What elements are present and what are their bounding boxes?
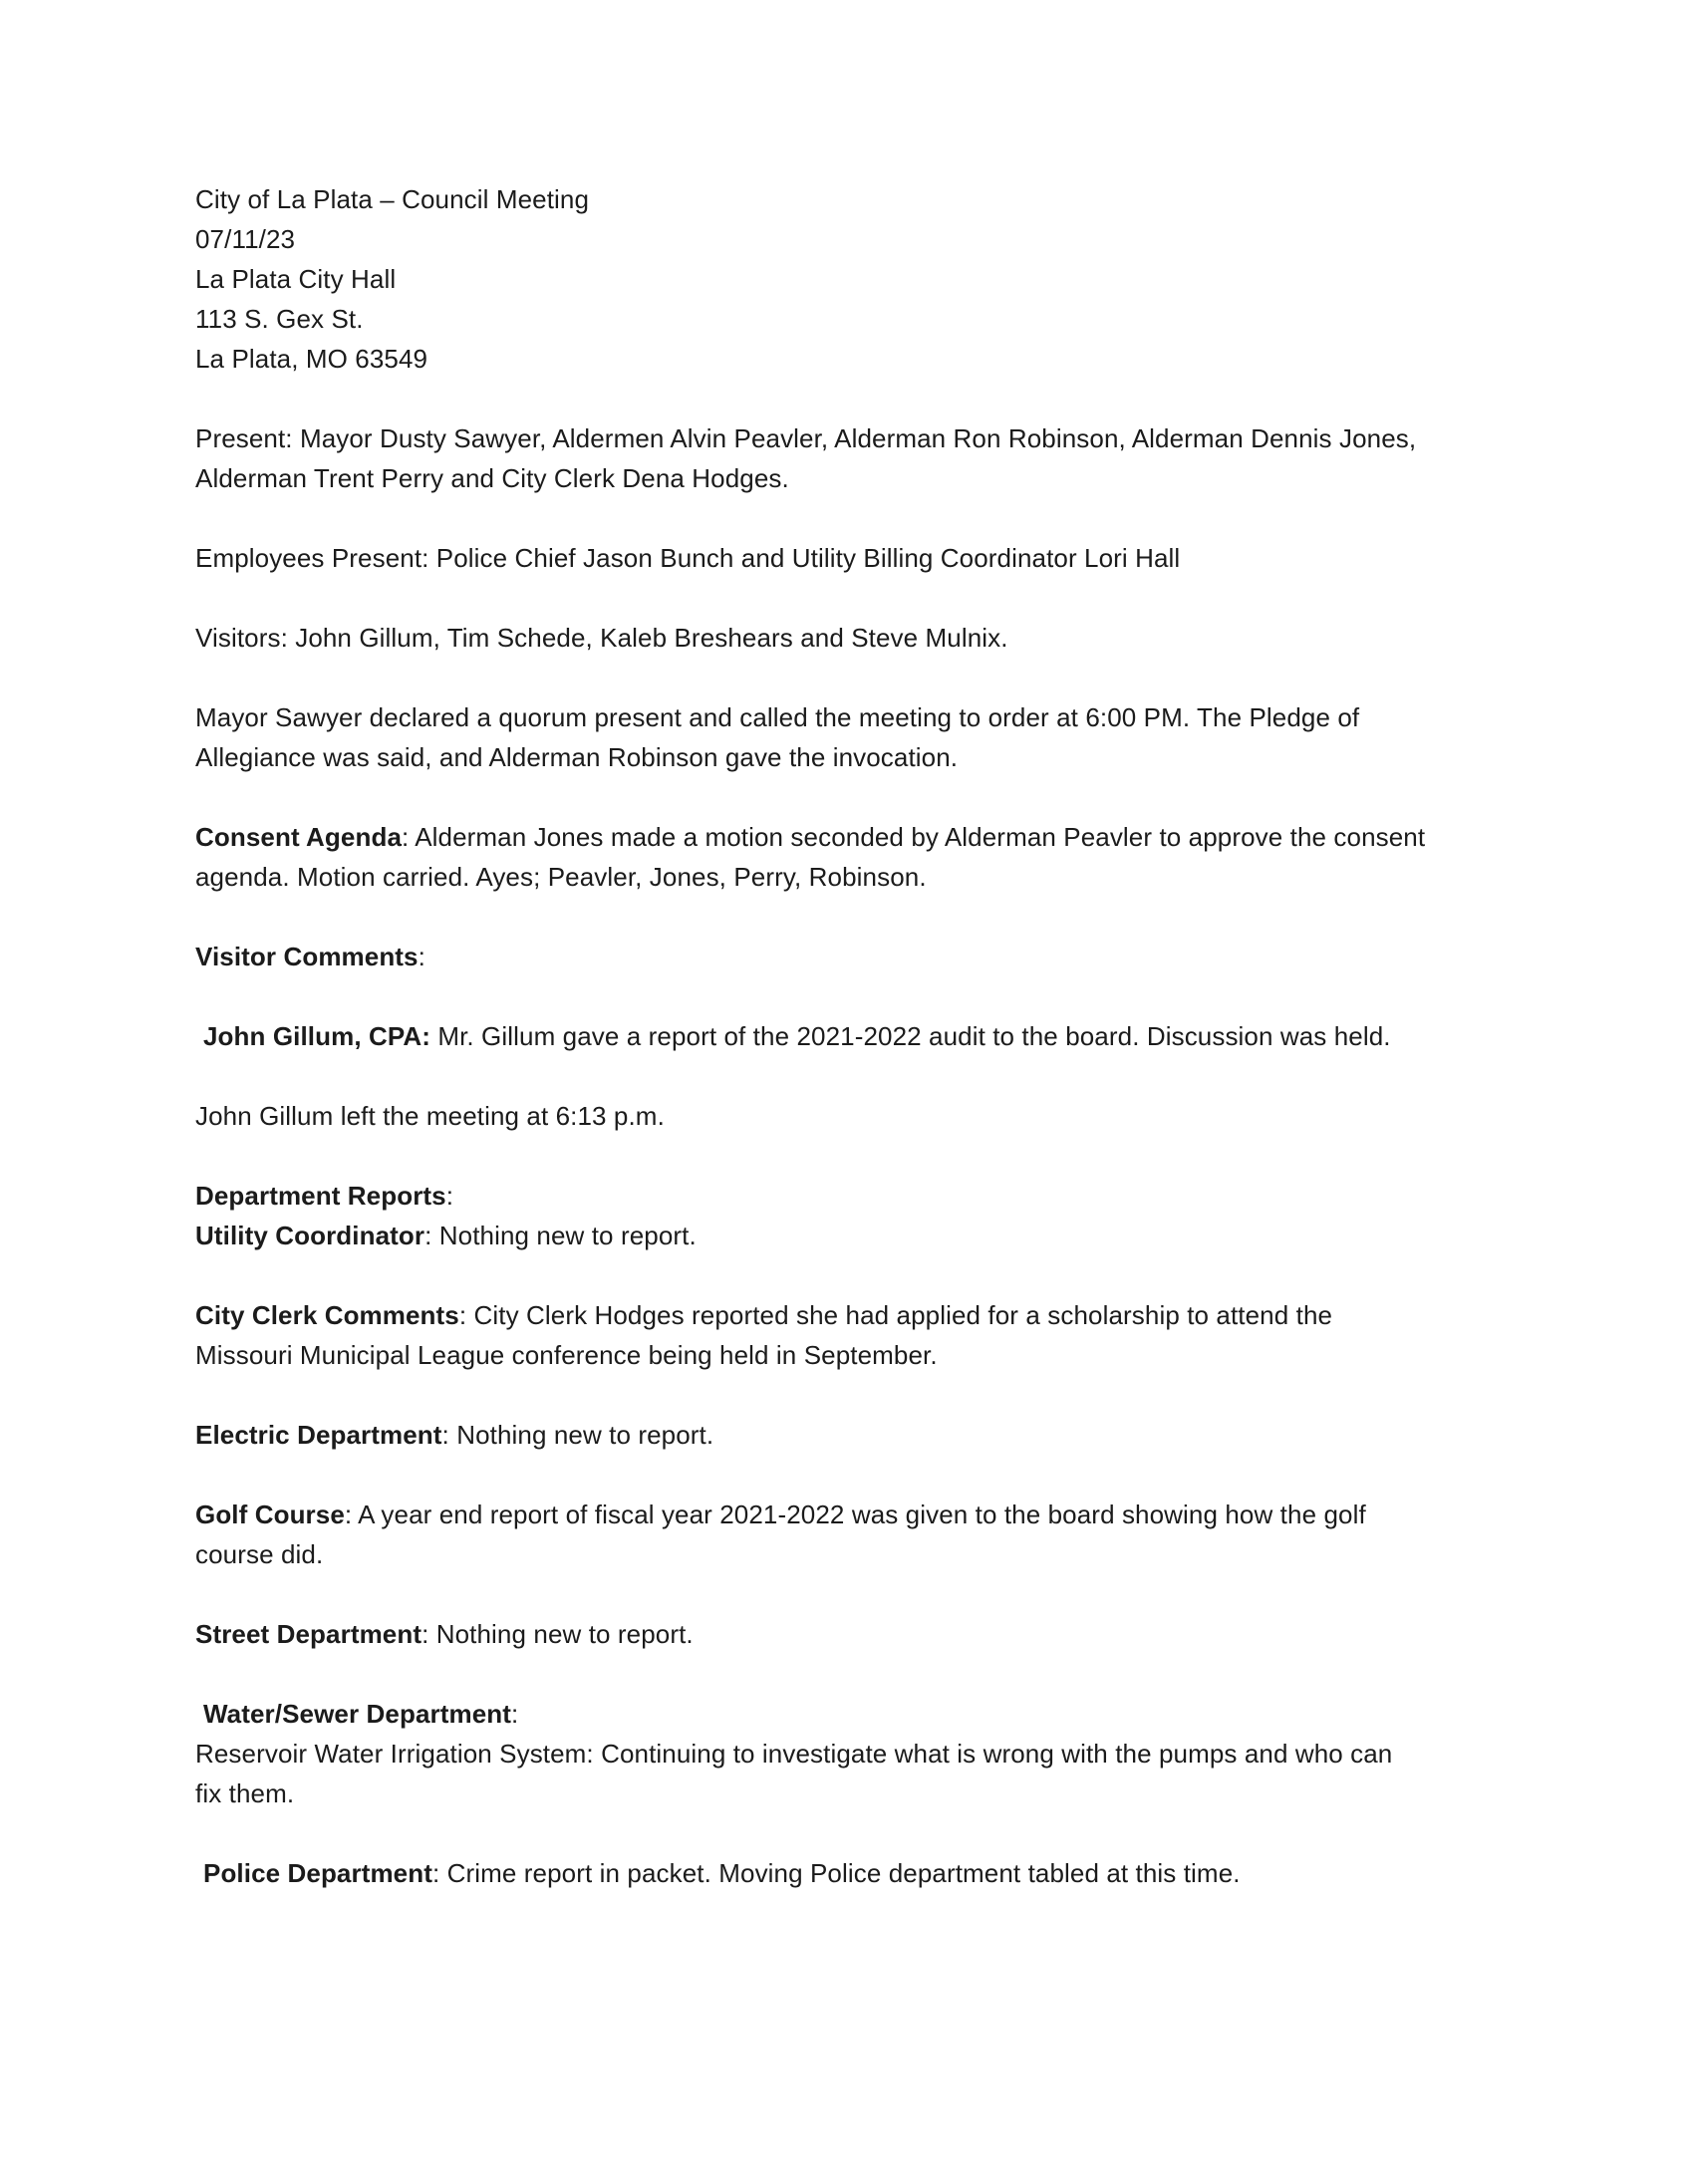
minutes-body <box>195 179 1501 1893</box>
street-paragraph: Street Department: Nothing new to report. <box>195 1619 694 1649</box>
police-heading: Police Department <box>203 1858 432 1888</box>
consent-agenda-paragraph: Consent Agenda: Alderman Jones made a motion seconded by Alderman Peavler to approve the consent agenda. Motion carried. Ayes; Peavler, Jones, Perry, Robinson. <box>195 822 1426 892</box>
electric-heading: Electric Department <box>195 1420 442 1450</box>
header-location: La Plata City Hall <box>195 264 397 294</box>
water-sewer-paragraph: Water/Sewer Department: Reservoir Water Irrigation System: Continuing to investigate what is wrong with the pumps and who can fix them. <box>195 1699 1393 1808</box>
department-reports-heading: Department Reports <box>195 1181 446 1211</box>
gillum-paragraph: John Gillum, CPA: Mr. Gillum gave a report of the 2021-2022 audit to the board. Discussion was held. <box>203 1021 1391 1051</box>
header-street: 113 S. Gex St. <box>195 304 364 334</box>
employees-paragraph: Employees Present: Police Chief Jason Bunch and Utility Billing Coordinator Lori Hall <box>195 543 1181 573</box>
gillum-heading: John Gillum, CPA: <box>203 1021 430 1051</box>
call-to-order-paragraph: Mayor Sawyer declared a quorum present and called the meeting to order at 6:00 PM. The Pledge of Allegiance was said, and Alderman Robinson gave the invocation. <box>195 702 1360 772</box>
gillum-left-paragraph: John Gillum left the meeting at 6:13 p.m. <box>195 1101 665 1131</box>
visitor-comments-heading-line: Visitor Comments: <box>195 942 425 971</box>
header-date: 07/11/23 <box>195 224 296 254</box>
clerk-comments-paragraph: City Clerk Comments: City Clerk Hodges reported she had applied for a scholarship to attend the Missouri Municipal League conference being held in September. <box>195 1300 1333 1370</box>
golf-paragraph: Golf Course: A year end report of fiscal year 2021-2022 was given to the board showing how the golf course did. <box>195 1500 1366 1569</box>
department-reports-section: Department Reports: Utility Coordinator: Nothing new to report. <box>195 1181 697 1250</box>
present-paragraph: Present: Mayor Dusty Sawyer, Aldermen Alvin Peavler, Alderman Ron Robinson, Alderman Dennis Jones, Alderman Trent Perry and City Clerk Dena Hodges. <box>195 423 1417 493</box>
consent-agenda-heading: Consent Agenda <box>195 822 403 852</box>
visitors-paragraph: Visitors: John Gillum, Tim Schede, Kaleb Breshears and Steve Mulnix. <box>195 623 1008 653</box>
utility-coordinator-heading: Utility Coordinator <box>195 1221 425 1250</box>
visitor-comments-heading: Visitor Comments <box>195 942 419 971</box>
electric-paragraph: Electric Department: Nothing new to report. <box>195 1420 714 1450</box>
header-city-state: La Plata, MO 63549 <box>195 344 428 374</box>
header-title: City of La Plata – Council Meeting <box>195 184 590 214</box>
water-sewer-heading: Water/Sewer Department <box>203 1699 511 1729</box>
street-heading: Street Department <box>195 1619 422 1649</box>
clerk-comments-heading: City Clerk Comments <box>195 1300 459 1330</box>
police-paragraph: Police Department: Crime report in packet. Moving Police department tabled at this time. <box>203 1858 1241 1888</box>
golf-heading: Golf Course <box>195 1500 345 1529</box>
header-block <box>195 179 1501 379</box>
